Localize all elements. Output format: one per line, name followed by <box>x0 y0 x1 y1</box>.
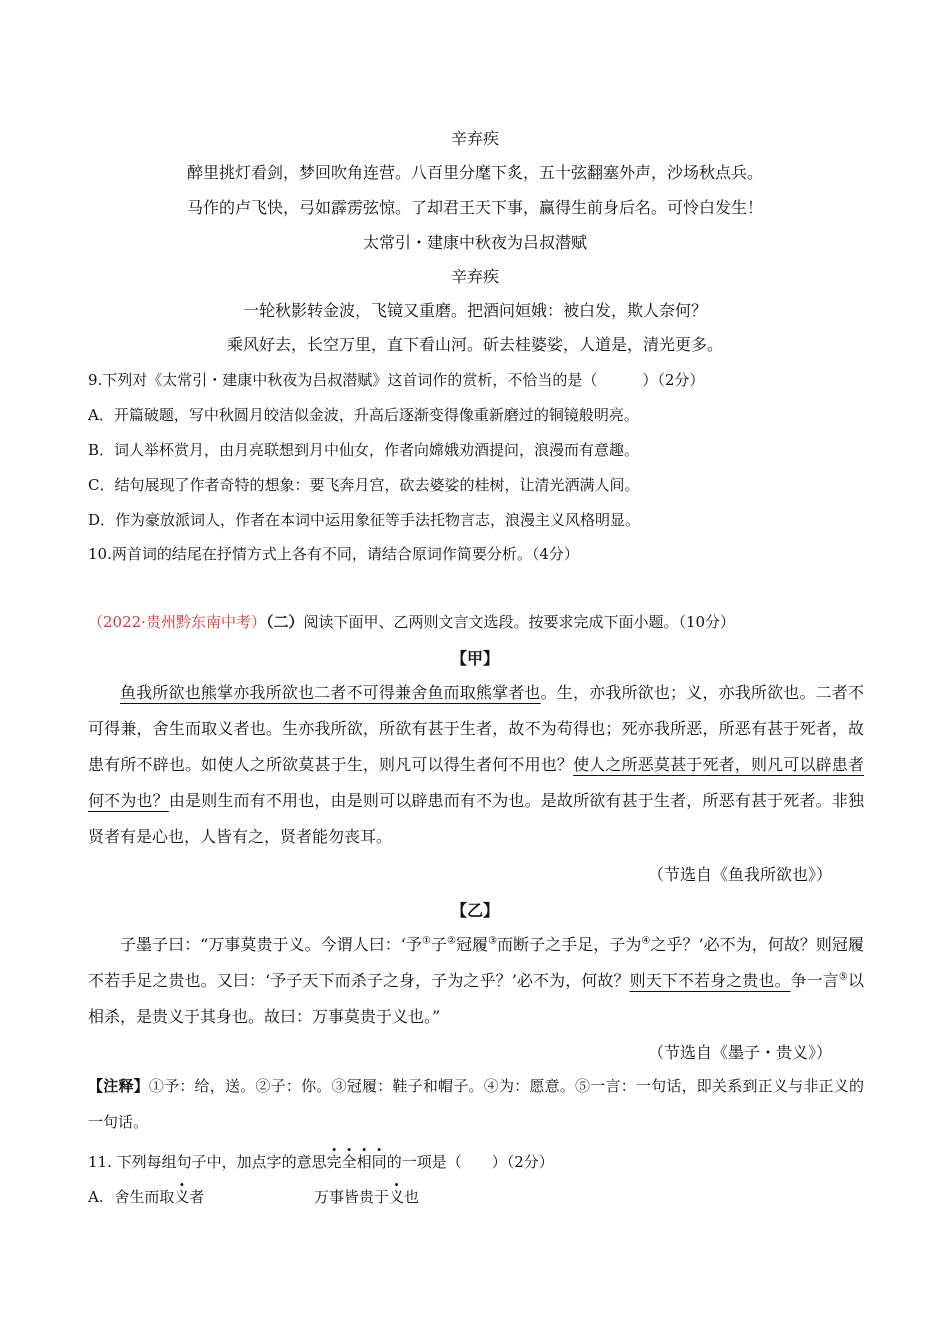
q10-stem: 10.两首词的结尾在抒情方式上各有不同，请结合原词作简要分析。（4分） <box>88 545 579 563</box>
q11-stem <box>88 1151 554 1173</box>
text: 也 <box>404 1188 420 1206</box>
annotations-label: 【注释】 <box>88 1077 149 1095</box>
poem2-author: 辛弃疾 <box>450 267 499 286</box>
poem2-line-2: 乘风好去，长空万里，直下看山河。斫去桂婆娑，人道是，清光更多。 <box>226 335 723 354</box>
dotted-char: 完 <box>326 1153 342 1171</box>
passage-yi-label: 【乙】 <box>450 901 499 920</box>
text: 万事皆贵于 <box>314 1188 390 1206</box>
yi-underlined-sentence: 则天下不若身之贵也。 <box>629 971 791 990</box>
yi-text-b: 子 <box>430 935 448 954</box>
yi-text-a: 子墨子曰：“万事莫贵于义。今谓人曰：‘予 <box>120 935 422 954</box>
section-instruction: 阅读下面甲、乙两则文言文选段。按要求完成下面小题。（10分） <box>303 613 736 631</box>
q11-option-a-sentence-1 <box>114 1188 204 1206</box>
jia-text-1: 。生，亦我所欲也；义，亦我所欲也。二者不可得兼，舍生而取义者也。生亦我所欲，所欲有甚于生者，故不为苟得也；死亦我所恶，所恶有甚于死者，故患有所不辟也。如使人之所欲莫甚于生，则凡可以得生者何不用也？ <box>88 683 864 774</box>
passage-yi <box>88 927 864 1035</box>
yi-text-e: 之乎？’必不为，何故？则冠履不若手足之贵也。又曰：‘予子天下而杀子之身，子为之乎？’必不为，何故？ <box>88 935 864 990</box>
dotted-char: 义 <box>389 1188 405 1206</box>
passage-jia-label: 【甲】 <box>450 649 499 668</box>
q9-option-a: A．开篇破题，写中秋圆月皎洁似金波，升高后逐渐变得像重新磨过的铜镜般明亮。 <box>88 406 639 424</box>
note-ref-4: ④ <box>641 935 651 947</box>
poem2-title: 太常引・建康中秋夜为吕叔潜赋 <box>362 233 587 252</box>
q9-option-d: D．作为豪放派词人，作者在本词中运用象征等手法托物言志，浪漫主义风格明显。 <box>88 511 641 529</box>
yi-text-g: 争一言 <box>790 971 839 990</box>
yi-source: （节选自《墨子・贵义》） <box>647 1043 832 1062</box>
section2-header <box>88 611 735 633</box>
yi-text-c: 冠履 <box>456 935 489 954</box>
yi-text-h: 以相杀，是贵义于其身也。故曰：万事莫贵于义也。” <box>88 971 864 1026</box>
jia-underlined-sentence-2: 使人之所恶莫甚于死者，则凡可以辟患者何不为也？ <box>88 755 864 810</box>
yi-text-d: 而断子之手足，子为 <box>497 935 642 954</box>
text: 者 <box>189 1188 205 1206</box>
exam-source: （2022·贵州黔东南中考） <box>88 613 266 631</box>
q9-option-c: C．结句展现了作者奇特的想象：要飞奔月宫，砍去婆娑的桂树，让清光洒满人间。 <box>88 476 640 494</box>
section-number: （二） <box>265 613 304 631</box>
dotted-char: 同 <box>371 1153 387 1171</box>
q11-option-a <box>88 1186 204 1208</box>
note-ref-5: ⑤ <box>838 971 848 983</box>
dotted-char: 义 <box>174 1188 190 1206</box>
q9-stem: 9.下列对《太常引・建康中秋夜为吕叔潜赋》这首词作的赏析，不恰当的是（ ）（2分） <box>88 371 705 389</box>
passage-jia <box>88 675 864 855</box>
q11-option-a-sentence-2 <box>314 1186 419 1208</box>
q9-option-b: B．词人举杯赏月，由月亮联想到月中仙女，作者向嫦娥劝酒提问，浪漫而有意趣。 <box>88 441 640 459</box>
dotted-char: 全 <box>341 1153 357 1171</box>
q11-stem-a: 11. 下列每组句子中，加点字的意思 <box>88 1153 327 1171</box>
annotations-text: ①予：给，送。②子：你。③冠履：鞋子和帽子。④为：愿意。⑤一言：一句话，即关系到正义与非正义的一句话。 <box>88 1077 864 1131</box>
annotations <box>88 1068 864 1140</box>
q11-option-a-label: A. <box>88 1188 104 1206</box>
jia-text-2: 由是则生而有不用也，由是则可以辟患而有不为也。是故所欲有甚于生者，所恶有甚于死者。非独贤者有是心也，人皆有之，贤者能勿丧耳。 <box>88 791 864 846</box>
note-ref-2: ② <box>447 935 457 947</box>
dotted-char: 相 <box>356 1153 372 1171</box>
poem1-author: 辛弃疾 <box>450 129 499 148</box>
poem2-line-1: 一轮秋影转金波，飞镜又重磨。把酒问姮娥：被白发，欺人奈何？ <box>242 301 707 320</box>
note-ref-1: ① <box>421 935 431 947</box>
jia-underlined-sentence-1: 鱼我所欲也熊掌亦我所欲也二者不可得兼舍鱼而取熊掌者也 <box>120 683 541 702</box>
text: 舍生而取 <box>114 1188 175 1206</box>
poem1-line-1: 醉里挑灯看剑，梦回吹角连营。八百里分麾下炙，五十弦翻塞外声，沙场秋点兵。 <box>186 163 763 182</box>
jia-source: （节选自《鱼我所欲也》） <box>647 865 832 884</box>
poem1-line-2: 马作的卢飞快，弓如霹雳弦惊。了却君王天下事，赢得生前身后名。可怜白发生！ <box>186 198 763 217</box>
q11-stem-b: 的一项是（ ）（2分） <box>386 1153 554 1171</box>
note-ref-3: ③ <box>488 935 498 947</box>
